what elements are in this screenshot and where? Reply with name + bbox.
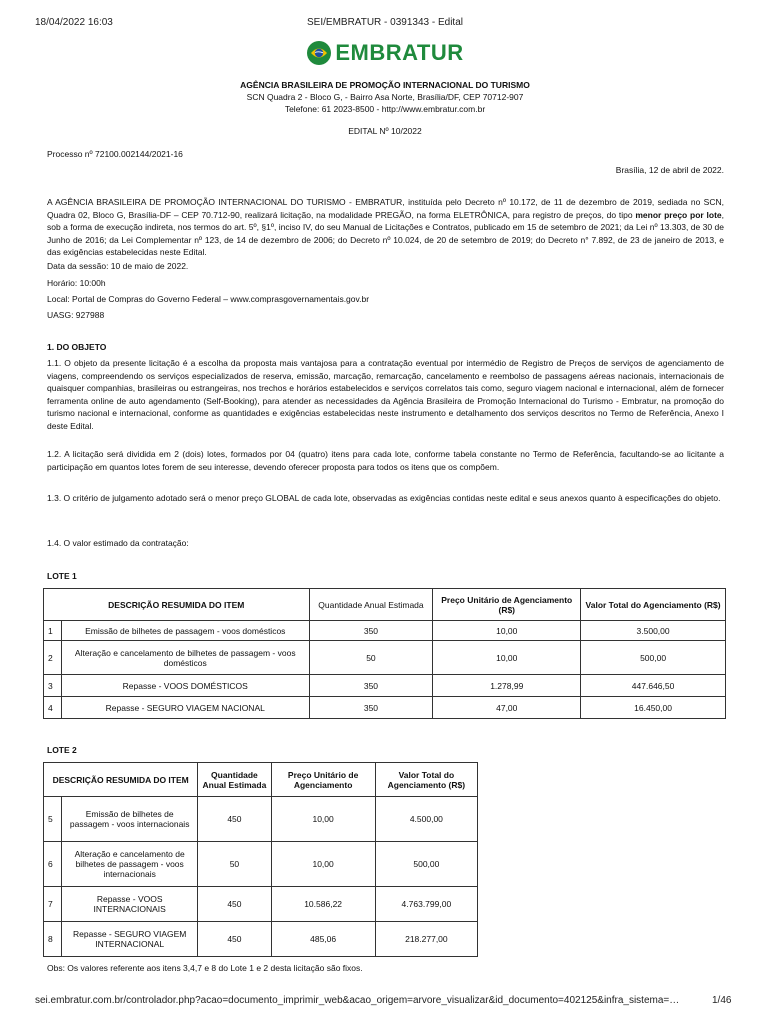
item-unit-price: 47,00: [433, 697, 581, 719]
paragraph-1-3: 1.3. O critério de julgamento adotado será o menor preço GLOBAL de cada lote, observadas as exigências contidas neste edital e seus anexos quanto à especificações do objeto.: [47, 493, 721, 503]
session-time: Horário: 10:00h: [47, 278, 106, 288]
print-title: SEI/EMBRATUR - 0391343 - Edital: [307, 17, 463, 28]
table-header-row: [44, 763, 478, 797]
table-row: [44, 797, 478, 842]
header-description: DESCRIÇÃO RESUMIDA DO ITEM: [44, 589, 310, 621]
table-row: [44, 922, 478, 957]
header-total: Valor Total do Agenciamento (R$): [581, 589, 726, 621]
table-row: [44, 887, 478, 922]
item-unit-price: 1.278,99: [433, 675, 581, 697]
item-total: 500,00: [375, 842, 477, 887]
item-number: 8: [44, 922, 62, 957]
header-unit-price: Preço Unitário de Agenciamento (R$): [433, 589, 581, 621]
item-description: Repasse - VOOS INTERNACIONAIS: [62, 887, 198, 922]
table-row: [44, 621, 726, 641]
lote1-title: LOTE 1: [47, 571, 77, 581]
item-number: 4: [44, 697, 62, 719]
session-local: Local: Portal de Compras do Governo Federal – www.comprasgovernamentais.gov.br: [47, 294, 370, 304]
item-number: 1: [44, 621, 62, 641]
agency-name: AGÊNCIA BRASILEIRA DE PROMOÇÃO INTERNACIONAL DO TURISMO: [240, 80, 530, 90]
header-quantity: Quantidade Anual Estimada: [198, 763, 271, 797]
paragraph-1-2: 1.2. A licitação será dividida em 2 (dois) lotes, formados por 04 (quatro) itens para cada lote, conforme tabela constante no Termo de Referência, facultando-se ao licitante a participação em quantos lotes forem de seu interesse, devendo oferecer proposta para todos os itens que os compõem.: [47, 449, 724, 472]
processo-number: Processo nº 72100.002144/2021-16: [47, 149, 183, 159]
item-total: 447.646,50: [581, 675, 726, 697]
item-quantity: 350: [309, 675, 433, 697]
header-description: DESCRIÇÃO RESUMIDA DO ITEM: [44, 763, 198, 797]
item-total: 500,00: [581, 641, 726, 675]
intro-text-2: , sob a forma de execução indireta, nos termos do art. 5º, §1º, inciso IV, do seu Manual de Licitações e Contratos, publicado em 15 de setembro de 2021; da Lei nº 13.303, de 30 de Junho de 2016; da Lei Complementar nº 123, de 14 de dezembro de 2006; do Decreto nº 10.024, de 20 de setembro de 2019; do Decreto n° 7.892, de 23 de janeiro de 2013, e das exigências estabelecidas neste Edital.: [47, 209, 724, 257]
item-unit-price: 10.586,22: [271, 887, 375, 922]
lote1-table: [43, 588, 726, 719]
session-uasg: UASG: 927988: [47, 310, 105, 320]
item-number: 3: [44, 675, 62, 697]
obs-note: Obs: Os valores referente aos itens 3,4,7 e 8 do Lote 1 e 2 desta licitação são fixos.: [47, 963, 363, 973]
place-date: Brasília, 12 de abril de 2022.: [615, 165, 724, 175]
embratur-logo: [0, 40, 770, 66]
paragraph-1-1: 1.1. O objeto da presente licitação é a escolha da proposta mais vantajosa para a contratação eventual por intermédio de Registro de Preços de serviços de agenciamento de viagens, compreendendo os serviços especializados de reserva, emissão, marcação, remarcação, cancelamento e reembolso de passagens aéreas nacionais, internacionais de quaisquer companhias, brasileiras ou estrangeiras, nos trechos e horários estabelecidos e serviços correlatos tais como, seguro viagem nacional e internacional, além de fornecer ferramenta online de auto agendamento (Self-Booking), para atender as necessidades da Agência Brasileira de Promoção Internacional do Turismo - Embratur, na promoção do turismo nacional e internacional, conforme as quantidades e exigências estabelecidas neste instrumento e detalhamento dos serviços descritos no Termo de Referência, Anexo I deste Edital.: [47, 358, 724, 431]
item-total: 218.277,00: [375, 922, 477, 957]
agency-address: SCN Quadra 2 - Bloco G, - Bairro Asa Norte, Brasília/DF, CEP 70712-907: [246, 92, 524, 102]
item-quantity: 450: [198, 887, 271, 922]
intro-text-1: A AGÊNCIA BRASILEIRA DE PROMOÇÃO INTERNACIONAL DO TURISMO - EMBRATUR, instituída pelo Decreto nº 10.172, de 11 de dezembro de 2019, sediada no SCN, Quadra 02, Bloco G, Brasília-DF – CEP 70.712-90, realizará licitação, na modalidade PREGÃO, na forma ELETRÔNICA, para registro de preços, do tipo: [47, 197, 724, 220]
item-unit-price: 10,00: [433, 621, 581, 641]
table-row: [44, 842, 478, 887]
item-quantity: 50: [198, 842, 271, 887]
table-row: [44, 675, 726, 697]
session-date: Data da sessão: 10 de maio de 2022.: [47, 261, 189, 271]
logo-text: EMBRATUR: [335, 40, 464, 65]
print-page-number: 1/46: [712, 995, 732, 1006]
item-number: 6: [44, 842, 62, 887]
item-total: 16.450,00: [581, 697, 726, 719]
lote2-title: LOTE 2: [47, 745, 77, 755]
item-unit-price: 10,00: [271, 842, 375, 887]
item-description: Emissão de bilhetes de passagem - voos internacionais: [62, 797, 198, 842]
table-row: [44, 641, 726, 675]
paragraph-1-4: 1.4. O valor estimado da contratação:: [47, 538, 189, 548]
edital-title: EDITAL Nº 10/2022: [348, 126, 422, 136]
item-unit-price: 10,00: [433, 641, 581, 675]
item-total: 4.763.799,00: [375, 887, 477, 922]
item-description: Repasse - SEGURO VIAGEM INTERNACIONAL: [62, 922, 198, 957]
header-quantity: Quantidade Anual Estimada: [309, 589, 433, 621]
header-total: Valor Total do Agenciamento (R$): [375, 763, 477, 797]
item-description: Emissão de bilhetes de passagem - voos domésticos: [61, 621, 309, 641]
item-quantity: 350: [309, 697, 433, 719]
item-quantity: 50: [309, 641, 433, 675]
item-description: Alteração e cancelamento de bilhetes de passagem - voos domésticos: [61, 641, 309, 675]
item-number: 2: [44, 641, 62, 675]
intro-paragraph: [47, 196, 724, 259]
agency-phone: Telefone: 61 2023-8500 - http://www.embratur.com.br: [284, 104, 486, 114]
item-description: Repasse - VOOS DOMÉSTICOS: [61, 675, 309, 697]
header-unit-price: Preço Unitário de Agenciamento: [271, 763, 375, 797]
item-total: 3.500,00: [581, 621, 726, 641]
table-row: [44, 697, 726, 719]
item-number: 5: [44, 797, 62, 842]
lote2-table: [43, 762, 478, 957]
item-total: 4.500,00: [375, 797, 477, 842]
print-url: sei.embratur.com.br/controlador.php?acao=documento_imprimir_web&acao_origem=arvore_visualizar&id_documento=402125&infra_sistema=…: [35, 995, 680, 1006]
item-unit-price: 10,00: [271, 797, 375, 842]
item-quantity: 450: [198, 922, 271, 957]
item-number: 7: [44, 887, 62, 922]
item-unit-price: 485,06: [271, 922, 375, 957]
embratur-logo-icon: [306, 40, 332, 66]
section-heading: 1. DO OBJETO: [47, 342, 107, 352]
item-quantity: 450: [198, 797, 271, 842]
item-description: Alteração e cancelamento de bilhetes de passagem - voos internacionais: [62, 842, 198, 887]
table-header-row: [44, 589, 726, 621]
print-datetime: 18/04/2022 16:03: [35, 17, 113, 28]
item-description: Repasse - SEGURO VIAGEM NACIONAL: [61, 697, 309, 719]
item-quantity: 350: [309, 621, 433, 641]
intro-text-bold: menor preço por lote: [635, 209, 722, 220]
